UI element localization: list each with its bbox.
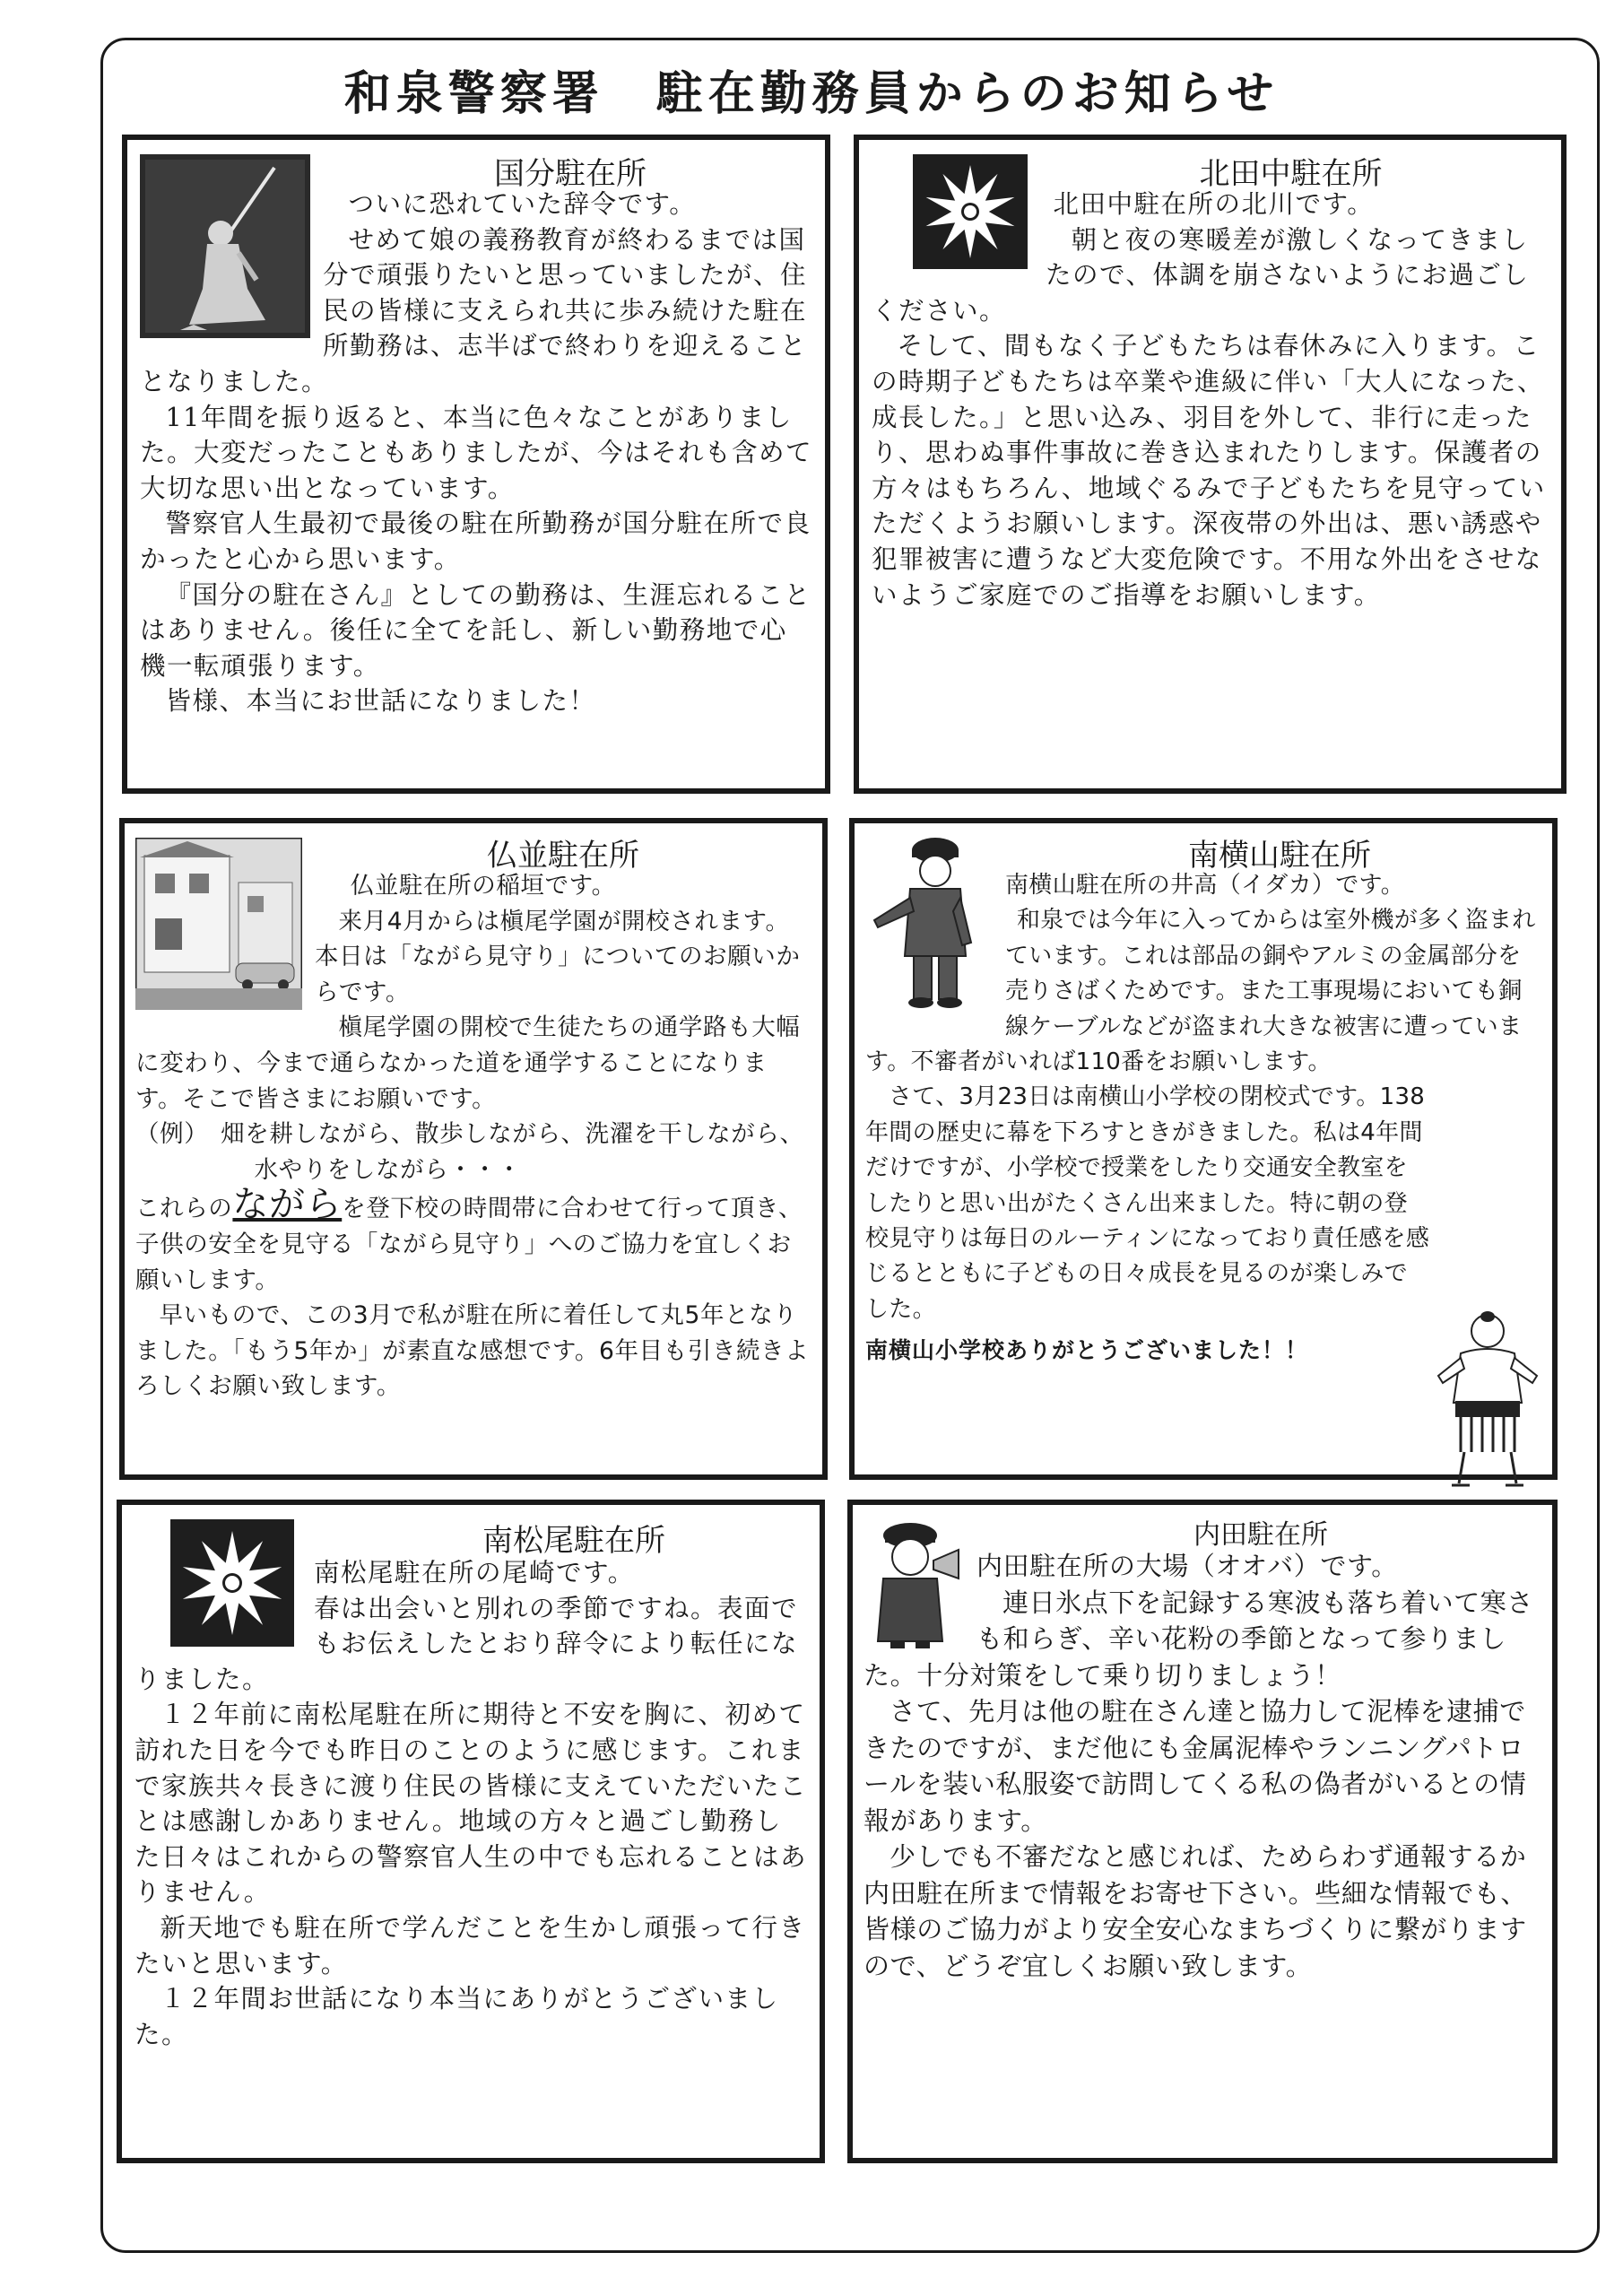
paragraph: １２年前に南松尾駐在所に期待と不安を胸に、初めて訪れた日を今でも昨日のことのように感じます。これまで家族共々長きに渡り住民の皆様に支えていただいたことは感謝しかありません。地域の方々と過ごし勤務した日々はこれからの警察官人生の中でも忘れることはありません。 <box>135 1700 808 1908</box>
paragraph: １２年間お世話になり本当にありがとうございました。 <box>135 1984 779 2049</box>
panel-body-minamimatsuo <box>135 1555 807 2052</box>
paragraph: 皆様、本当にお世話になりました！ <box>165 686 596 717</box>
paragraph <box>135 1184 812 1298</box>
police-officer-image <box>865 831 1000 1010</box>
paragraph: 南横山駐在所の井高（イダカ）です。 <box>1005 872 1405 899</box>
panel-minamiyokoyama <box>849 818 1558 1480</box>
panel-body-uchida <box>864 1548 1541 1984</box>
panel-title-minamiyokoyama: 南横山駐在所 <box>1188 838 1371 874</box>
paragraph: 11年間を振り返ると、本当に色々なことがありました。大変だったこともありましたが、今はそれも含めて大切な思い出となっています。 <box>140 402 813 503</box>
paragraph: ついに恐れていた辞令です。 <box>348 189 697 219</box>
panel-kokubu <box>122 135 830 794</box>
paragraph: 朝と夜の寒暖差が激しくなってきましたので、体調を崩さないようにお過ごしください。 <box>872 224 1530 326</box>
police-emblem-image <box>170 1519 294 1647</box>
panel-title-kokubu: 国分駐在所 <box>494 156 647 192</box>
panel-butsunami <box>119 818 828 1480</box>
panel-uchida <box>847 1500 1558 2163</box>
paragraph: せめて娘の義務教育が終わるまでは国分で頑張りたいと思っていましたが、住民の皆様に支えられ共に歩み続けた駐在所勤務は、志半ばで終わりを迎えることとなりました。 <box>140 224 808 396</box>
house-photo-image <box>135 838 302 1010</box>
police-emblem-image <box>913 154 1028 269</box>
text-span: これらの <box>135 1195 233 1223</box>
panel-body-minamiyokoyama <box>865 868 1541 1492</box>
panel-body-kitatanaka <box>872 187 1549 613</box>
paragraph: 連日氷点下を記録する寒波も落ち着いて寒さも和らぎ、辛い花粉の季節となって参りました。十分対策をして乗り切りましょう！ <box>864 1587 1534 1691</box>
page-title: 和泉警察署 駐在勤務員からのお知らせ <box>343 67 1280 121</box>
panel-title-butsunami: 仏並駐在所 <box>487 838 639 874</box>
paragraph: 春は出会いと別れの季節ですね。表面でもお伝えしたとおり辞令により転任になりました。 <box>135 1593 799 1694</box>
paragraph: 仏並駐在所の稲垣です。 <box>350 872 616 900</box>
paragraph: 来月4月からは槇尾学園が開校されます。本日は「ながら見守り」についてのお願いからです。 <box>315 907 801 1006</box>
paragraph: 南松尾駐在所の尾崎です。 <box>314 1558 635 1587</box>
panel-title-kitatanaka: 北田中駐在所 <box>1199 156 1383 192</box>
kendo-figure-image <box>140 154 310 338</box>
paragraph: 少しでも不審だなと感じれば、ためらわず通報するか内田駐在所まで情報をお寄せ下さい。些細な情報でも、皆様のご協力がより安全安心なまちづくりに繋がりますので、どうぞ宜しくお願い致します。 <box>864 1841 1528 1981</box>
panel-kitatanaka <box>854 135 1567 794</box>
paragraph: （例） 畑を耕しながら、散歩しながら、洗濯を干しながら、水やりをしながら・・・ <box>135 1120 804 1184</box>
police-officer-megaphone-image <box>864 1516 964 1648</box>
closing-line: 南横山小学校ありがとうございました！！ <box>865 1337 1309 1364</box>
paragraph: 和泉では今年に入ってからは室外機が多く盗まれています。これは部品の銅やアルミの金属部分を売りさばくためです。また工事現場においても銅線ケーブルなどが盗まれ大きな被害に遭っています。不審者がいれば110番をお願いします。 <box>865 907 1536 1076</box>
paragraph: そして、間もなく子どもたちは春休みに入ります。この時期子どもたちは卒業や進級に伴い「大人になった、成長した。」と思い込み、羽目を外して、非行に走ったり、思わぬ事件事故に巻き込まれたりします。保護者の方々はもちろん、地域ぐるみで子どもたちを見守っていただくようお願いします。深夜帯の外出は、悪い誘惑や犯罪被害に遭うなど大変危険です。不用な外出をさせないようご家庭でのご指導をお願いします。 <box>872 331 1546 610</box>
sumo-wrestler-image <box>1434 1304 1541 1492</box>
paragraph: さて、先月は他の駐在さん達と協力して泥棒を逮捕できたのですが、まだ他にも金属泥棒やランニングパトロールを装い私服姿で訪問してくる私の偽者がいるとの情報があります。 <box>864 1696 1527 1836</box>
text-span: を登下校の時間帯に合わせて行って頂き、子供の安全を見守る「ながら見守り」へのご協力を宜しくお願いします。 <box>135 1195 803 1294</box>
paragraph: 新天地でも駐在所で学んだことを生かし頑張って行きたいと思います。 <box>135 1912 806 1979</box>
panel-minamimatsuo <box>117 1500 825 2163</box>
panel-title-minamimatsuo: 南松尾駐在所 <box>482 1523 665 1559</box>
panel-title-uchida: 内田駐在所 <box>1193 1519 1328 1551</box>
paragraph: 槇尾学園の開校で生徒たちの通学路も大幅に変わり、今まで通らなかった道を通学することになります。そこで皆さまにお願いです。 <box>135 1013 801 1113</box>
panel-body-kokubu <box>140 187 812 719</box>
paragraph: さて、3月23日は南横山小学校の閉校式です。138年間の歴史に幕を下ろすときがきました。私は4年間だけですが、小学校で授業をしたり交通安全教室をしたりと思い出がたくさん出来ました。特に朝の登校見守りは毎日のルーティンになっており責任感を感じるとともに子どもの日々成長を見るのが楽しみでした。 <box>865 1083 1430 1323</box>
paragraph: 警察官人生最初で最後の駐在所勤務が国分駐在所で良かったと心から思います。 <box>140 509 812 574</box>
paragraph: 『国分の駐在さん』としての勤務は、生涯忘れることはありません。後任に全てを託し、新しい勤務地で心機一転頑張ります。 <box>140 579 812 681</box>
paragraph: 内田駐在所の大場（オオバ）です。 <box>976 1551 1398 1581</box>
paragraph: 北田中駐在所の北川です。 <box>1053 189 1375 219</box>
panel-body-butsunami <box>135 868 812 1405</box>
paragraph: 早いもので、この3月で私が駐在所に着任して丸5年となりました。「もう5年か」が素直な感想です。6年目も引き続きよろしくお願い致します。 <box>135 1301 810 1401</box>
emphasis-nagara: ながら <box>232 1184 343 1226</box>
